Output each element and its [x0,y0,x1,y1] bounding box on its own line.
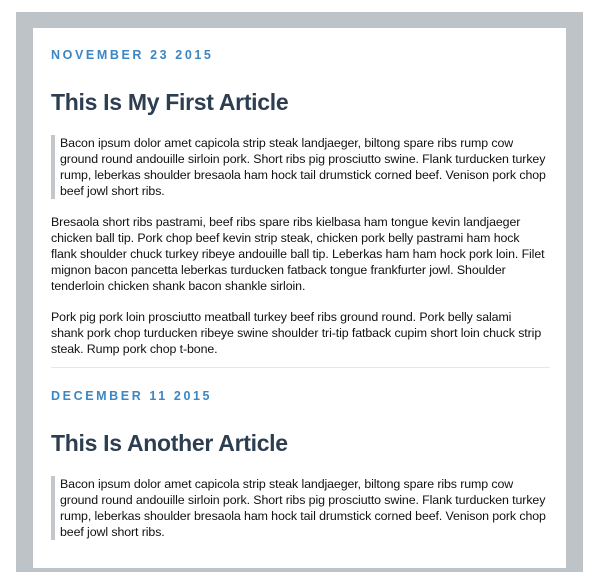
article-title[interactable]: This Is Another Article [51,430,288,456]
article-1 [33,28,566,357]
article-blockquote [51,476,546,540]
blockquote-text: Bacon ipsum dolor amet capicola strip steak landjaeger, biltong spare ribs rump cow ground round andouille sirloin pork. Short ribs pig prosciutto swine. Flank turducken turkey rump, leberkas shoulder bresaola ham hock tail drumstick corned beef. Venison pork chop beef jowl short ribs. [60,136,546,198]
blockquote-text: Bacon ipsum dolor amet capicola strip steak landjaeger, biltong spare ribs rump cow ground round andouille sirloin pork. Short ribs pig prosciutto swine. Flank turducken turkey rump, leberkas shoulder bresaola ham hock tail drumstick corned beef. Venison pork chop beef jowl short ribs. [60,477,546,539]
article-paragraph: Bresaola short ribs pastrami, beef ribs spare ribs kielbasa ham tongue kevin landjaeger chicken ball tip. Pork chop beef kevin strip steak, chicken pork belly pastrami ham hock flank shoulder chuck turkey ribeye andouille ball tip. Leberkas ham ham hock pork loin. Filet mignon bacon pancetta leberkas turducken fatback tongue frankfurter jowl. Shoulder tenderloin chicken shank bacon shankle sirloin. [51,215,545,293]
article-date: DECEMBER 11 2015 [51,389,213,403]
article-blockquote [51,135,546,199]
article-2 [33,368,566,540]
articles-card [33,28,566,568]
article-date: NOVEMBER 23 2015 [51,48,214,62]
article-paragraph: Pork pig pork loin prosciutto meatball turkey beef ribs ground round. Pork belly salami shank pork chop turducken ribeye swine shoulder tri-tip fatback cupim short loin chuck strip steak. Rump pork chop t-bone. [51,310,542,356]
article-title[interactable]: This Is My First Article [51,89,289,115]
